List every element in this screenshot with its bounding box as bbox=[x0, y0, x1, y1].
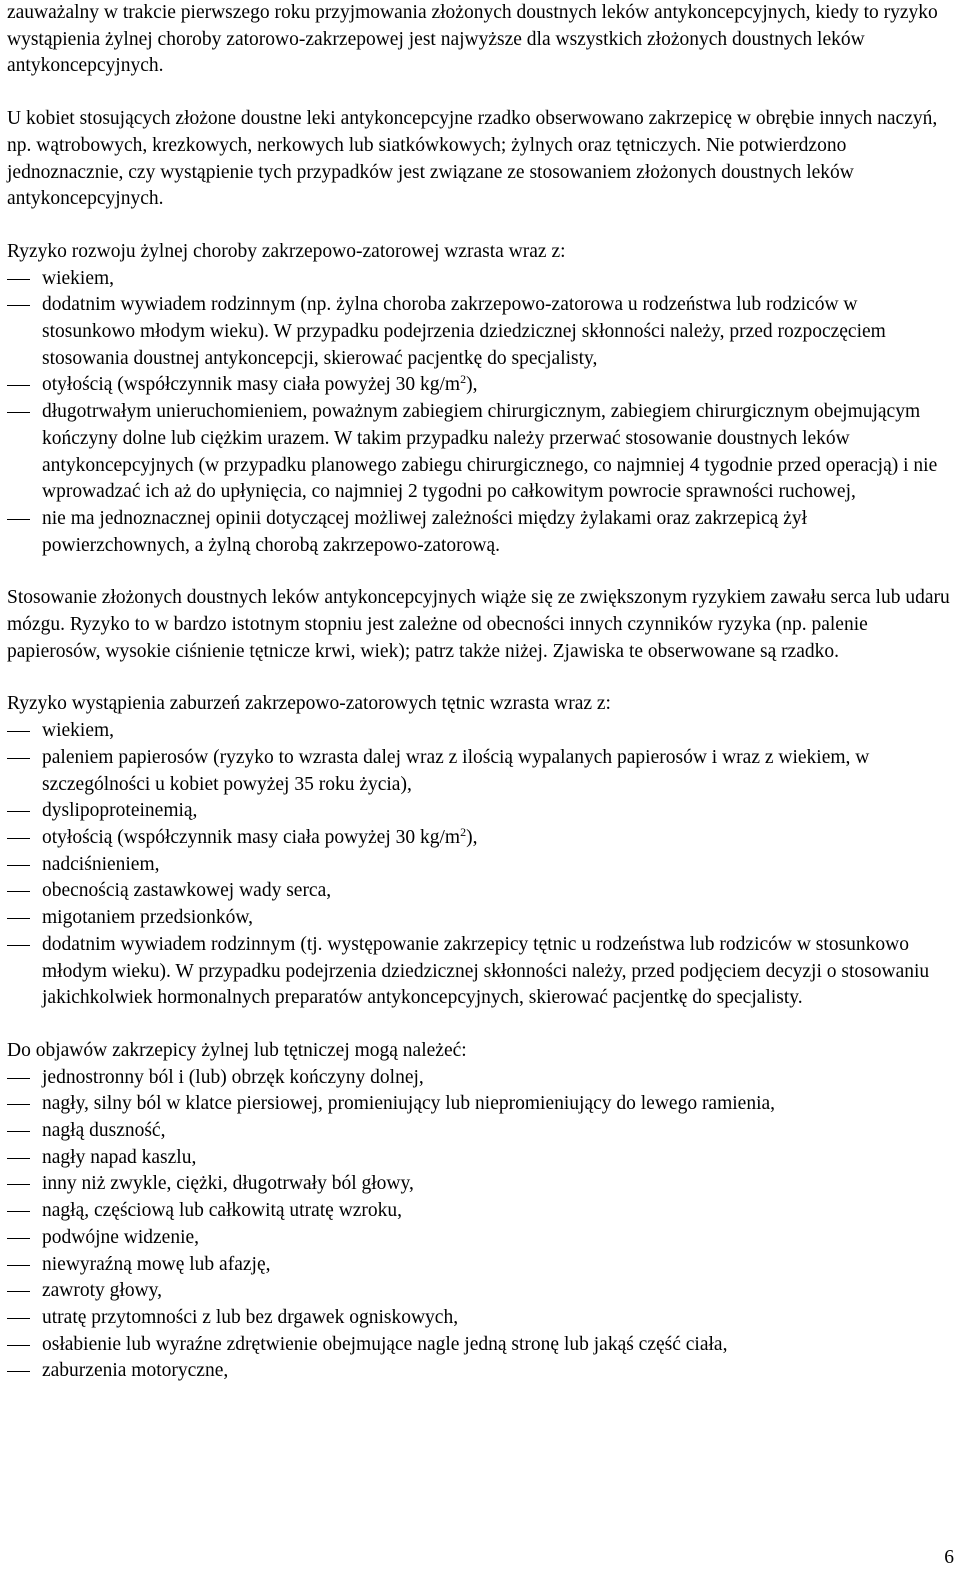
list-item: wiekiem, bbox=[7, 718, 953, 745]
list-item: dodatnim wywiadem rodzinnym (tj. występowanie zakrzepicy tętnic u rodzeństwa lub rodziców w stosunkowo młodym wieku). W przypadku podejrzenia dziedzicznej skłonności należy, przed podjęciem decyzji o stosowaniu jakichkolwiek hormonalnych preparatów antykoncepcyjnych, skierować pacjentkę do specjalisty. bbox=[7, 932, 953, 1012]
document-page bbox=[7, 0, 953, 1385]
symptoms-intro: Do objawów zakrzepicy żylnej lub tętniczej mogą należeć: bbox=[7, 1039, 467, 1061]
superscript: 2 bbox=[460, 372, 467, 387]
list-item: długotrwałym unieruchomieniem, poważnym zabiegiem chirurgicznym, zabiegiem chirurgicznym obejmującym kończyny dolne lub ciężkim urazem. W takim przypadku należy przerwać stosowanie doustnych leków antykoncepcyjnych (w przypadku planowego zabiegu chirurgicznego, co najmniej 4 tygodnie przed operacją) i nie wprowadzać ich aż do upłynięcia, co najmniej 2 tygodni po całkowitym powrocie sprawności ruchowej, bbox=[7, 399, 953, 506]
page-number: 6 bbox=[944, 1547, 954, 1568]
list-item: nagły napad kaszlu, bbox=[7, 1145, 953, 1172]
list-item-text: otyłością (współczynnik masy ciała powyżej 30 kg/m bbox=[42, 826, 461, 848]
list-item: nagłą, częściową lub całkowitą utratę wzroku, bbox=[7, 1198, 953, 1225]
list-item: zawroty głowy, bbox=[7, 1278, 953, 1305]
list-item: utratę przytomności z lub bez drgawek ogniskowych, bbox=[7, 1305, 953, 1332]
list-item: migotaniem przedsionków, bbox=[7, 905, 953, 932]
list-item: niewyraźną mowę lub afazję, bbox=[7, 1252, 953, 1279]
list-item: osłabienie lub wyraźne zdrętwienie obejmujące nagle jedną stronę lub jakąś część ciała, bbox=[7, 1332, 953, 1359]
list-item: dyslipoproteinemią, bbox=[7, 798, 953, 825]
venous-risk-intro: Ryzyko rozwoju żylnej choroby zakrzepowo-zatorowej wzrasta wraz z: bbox=[7, 240, 566, 262]
list-item: jednostronny ból i (lub) obrzęk kończyny dolnej, bbox=[7, 1065, 953, 1092]
list-item-text: ), bbox=[466, 826, 478, 848]
list-item-text: otyłością (współczynnik masy ciała powyżej 30 kg/m bbox=[42, 374, 461, 396]
list-item bbox=[7, 372, 953, 399]
list-item: wiekiem, bbox=[7, 266, 953, 293]
list-item bbox=[7, 825, 953, 852]
list-item: nagły, silny ból w klatce piersiowej, promieniujący lub niepromieniujący do lewego ramienia, bbox=[7, 1091, 953, 1118]
list-item-text: ), bbox=[466, 374, 478, 396]
paragraph-arterial-risk: Stosowanie złożonych doustnych leków antykoncepcyjnych wiąże się ze zwiększonym ryzykiem zawału serca lub udaru mózgu. Ryzyko to w bardzo istotnym stopniu jest zależne od obecności innych czynników ryzyka (np. palenie papierosów, wysokie ciśnienie tętnicze krwi, wiek); patrz także niżej. Zjawiska te obserwowane są rzadko. bbox=[7, 587, 950, 662]
list-item: paleniem papierosów (ryzyko to wzrasta dalej wraz z ilością wypalanych papierosów i wraz z wiekiem, w szczególności u kobiet powyżej 35 roku życia), bbox=[7, 745, 953, 798]
arterial-risk-list bbox=[7, 718, 953, 1012]
list-item: nie ma jednoznacznej opinii dotyczącej możliwej zależności między żylakami oraz zakrzepicą żył powierzchownych, a żylną chorobą zakrzepowo-zatorową. bbox=[7, 506, 953, 559]
list-item: nadciśnieniem, bbox=[7, 852, 953, 879]
symptoms-list bbox=[7, 1065, 953, 1385]
list-item: zaburzenia motoryczne, bbox=[7, 1358, 953, 1385]
list-item: obecnością zastawkowej wady serca, bbox=[7, 878, 953, 905]
list-item: dodatnim wywiadem rodzinnym (np. żylna choroba zakrzepowo-zatorowa u rodzeństwa lub rodziców w stosunkowo młodym wieku). W przypadku podejrzenia dziedzicznej skłonności należy, przed rozpoczęciem stosowania doustnej antykoncepcji, skierować pacjentkę do specjalisty, bbox=[7, 292, 953, 372]
paragraph-rare-thrombosis: U kobiet stosujących złożone doustne leki antykoncepcyjne rzadko obserwowano zakrzepicę w obrębie innych naczyń, np. wątrobowych, krezkowych, nerkowych lub siatkówkowych; żylnych oraz tętniczych. Nie potwierdzono jednoznacznie, czy wystąpienie tych przypadków jest związane ze stosowaniem złożonych doustnych leków antykoncepcyjnych. bbox=[7, 108, 938, 210]
paragraph-continuation: zauważalny w trakcie pierwszego roku przyjmowania złożonych doustnych leków antykoncepcyjnych, kiedy to ryzyko wystąpienia żylnej choroby zatorowo-zakrzepowej jest najwyższe dla wszystkich złożonych doustnych leków antykoncepcyjnych. bbox=[7, 2, 938, 77]
list-item: inny niż zwykle, ciężki, długotrwały ból głowy, bbox=[7, 1171, 953, 1198]
arterial-risk-intro: Ryzyko wystąpienia zaburzeń zakrzepowo-zatorowych tętnic wzrasta wraz z: bbox=[7, 693, 611, 715]
list-item: nagłą duszność, bbox=[7, 1118, 953, 1145]
list-item: podwójne widzenie, bbox=[7, 1225, 953, 1252]
superscript: 2 bbox=[460, 824, 467, 839]
venous-risk-list bbox=[7, 266, 953, 560]
